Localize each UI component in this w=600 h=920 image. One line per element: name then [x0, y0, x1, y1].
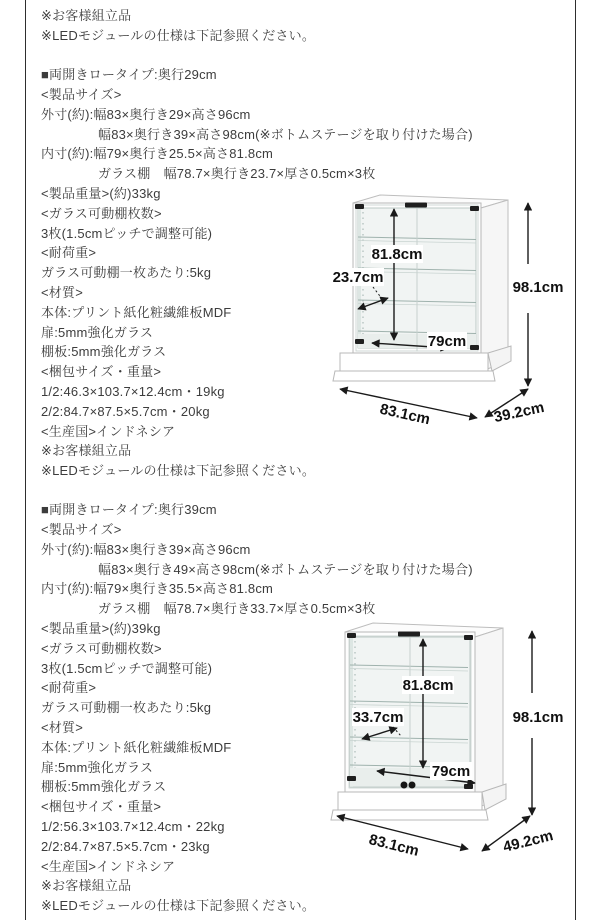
hinge: [347, 633, 356, 638]
hinge: [464, 784, 473, 789]
spec-line: 扉:5mm強化ガラス: [41, 324, 154, 340]
spec-line: <生産国>インドネシア: [41, 423, 176, 439]
spec-line: 幅83×奥行き39×高さ98cm(※ボトムステージを取り付けた場合): [98, 126, 473, 142]
spec-line: ※お客様組立品: [41, 878, 132, 894]
spec-line: 内寸(約):幅79×奥行き35.5×高さ81.8cm: [41, 581, 274, 597]
section2-title: ■両開きロータイプ:奥行39cm: [41, 502, 217, 517]
intro-notes: [41, 6, 315, 46]
width-label: 83.1cm: [367, 831, 421, 860]
spec-line: <ガラス可動棚枚数>: [41, 640, 162, 656]
spec-line: ガラス可動棚一枚あたり:5kg: [41, 700, 212, 716]
spec-line: 本体:プリント紙化粧繊維板MDF: [41, 304, 232, 320]
base-stage: [340, 353, 488, 371]
spec-line: 扉:5mm強化ガラス: [41, 759, 154, 775]
spec-line: ※LEDモジュールの仕様は下記参照ください。: [41, 27, 316, 43]
door-latch: [405, 203, 427, 208]
cabinet-diagram-depth39: [325, 618, 575, 860]
total-height-label: 98.1cm: [512, 279, 564, 296]
hinge: [470, 345, 479, 350]
spec-line: <ガラス可動棚枚数>: [41, 205, 162, 221]
spec-line: 3枚(1.5cmピッチで調整可能): [41, 660, 213, 676]
spec-line: 外寸(約):幅83×奥行き39×高さ96cm: [41, 541, 251, 557]
spec-line: <材質>: [41, 719, 83, 735]
spec-line: <製品重量>(約)33kg: [41, 185, 161, 201]
cabinet-illustration: [333, 195, 511, 381]
spec-line: 外寸(約):幅83×奥行き29×高さ96cm: [41, 106, 251, 122]
door-knob: [409, 782, 416, 789]
door-knob: [401, 782, 408, 789]
spec-line: 内寸(約):幅79×奥行き25.5×高さ81.8cm: [41, 146, 274, 162]
spec-line: <製品重量>(約)39kg: [41, 620, 161, 636]
spec-line: <耐荷重>: [41, 245, 97, 261]
base-stage: [338, 792, 482, 810]
hinge: [355, 339, 364, 344]
spec-line: <梱包サイズ・重量>: [41, 799, 162, 815]
spec-line: 1/2:56.3×103.7×12.4cm・22kg: [41, 818, 225, 834]
spec-line: ガラス可動棚一枚あたり:5kg: [41, 265, 212, 281]
spec-line: <材質>: [41, 284, 83, 300]
right-border-line: [575, 0, 576, 920]
spec-line: ※お客様組立品: [41, 443, 132, 459]
inner-height-label: [371, 245, 423, 263]
shelf-depth-label: [352, 708, 404, 726]
svg-text:23.7cm: 23.7cm: [332, 269, 384, 286]
spec-line: <製品サイズ>: [41, 87, 122, 102]
door-latch: [398, 632, 420, 637]
inner-width-label: [427, 332, 467, 350]
spec-line: ※LEDモジュールの仕様は下記参照ください。: [41, 463, 316, 479]
spec-line: ※お客様組立品: [41, 8, 132, 23]
inner-height-label: [402, 676, 454, 694]
svg-text:81.8cm: 81.8cm: [402, 677, 454, 694]
spec-line: ※LEDモジュールの仕様は下記参照ください。: [41, 898, 316, 914]
spec-line: 2/2:84.7×87.5×5.7cm・23kg: [41, 838, 210, 854]
shelf-depth-label: [332, 268, 384, 286]
hinge: [464, 635, 473, 640]
svg-text:33.7cm: 33.7cm: [352, 709, 404, 726]
spec-line: 本体:プリント紙化粧繊維板MDF: [41, 739, 232, 755]
spec-line: 幅83×奥行き49×高さ98cm(※ボトムステージを取り付けた場合): [98, 561, 473, 577]
svg-text:79cm: 79cm: [431, 763, 471, 780]
spec-line: ガラス棚 幅78.7×奥行き33.7×厚さ0.5cm×3枚: [98, 601, 376, 617]
spec-line: <耐荷重>: [41, 680, 97, 696]
svg-text:81.8cm: 81.8cm: [371, 246, 423, 263]
hinge: [470, 206, 479, 211]
depth-label: 39.2cm: [492, 398, 546, 427]
inner-width-label: [430, 762, 472, 780]
spec-line: ガラス棚 幅78.7×奥行き23.7×厚さ0.5cm×3枚: [98, 166, 376, 182]
spec-line: 棚板:5mm強化ガラス: [41, 779, 167, 795]
spec-line: 1/2:46.3×103.7×12.4cm・19kg: [41, 383, 225, 399]
width-label: 83.1cm: [378, 400, 432, 429]
cabinet-diagram-depth29: [325, 188, 575, 433]
spec-line: <生産国>インドネシア: [41, 858, 176, 874]
depth-label: 49.2cm: [501, 827, 555, 856]
svg-text:79cm: 79cm: [427, 333, 467, 350]
hinge: [347, 776, 356, 781]
hinge: [355, 204, 364, 209]
left-border-line: [25, 0, 26, 920]
total-height-label: 98.1cm: [512, 709, 564, 726]
spec-line: <製品サイズ>: [41, 522, 122, 537]
spec-line: 2/2:84.7×87.5×5.7cm・20kg: [41, 403, 210, 419]
section1-title: ■両開きロータイプ:奥行29cm: [41, 67, 217, 82]
spec-line: 3枚(1.5cmピッチで調整可能): [41, 225, 213, 241]
spec-line: <梱包サイズ・重量>: [41, 364, 162, 380]
spec-line: 棚板:5mm強化ガラス: [41, 344, 167, 360]
